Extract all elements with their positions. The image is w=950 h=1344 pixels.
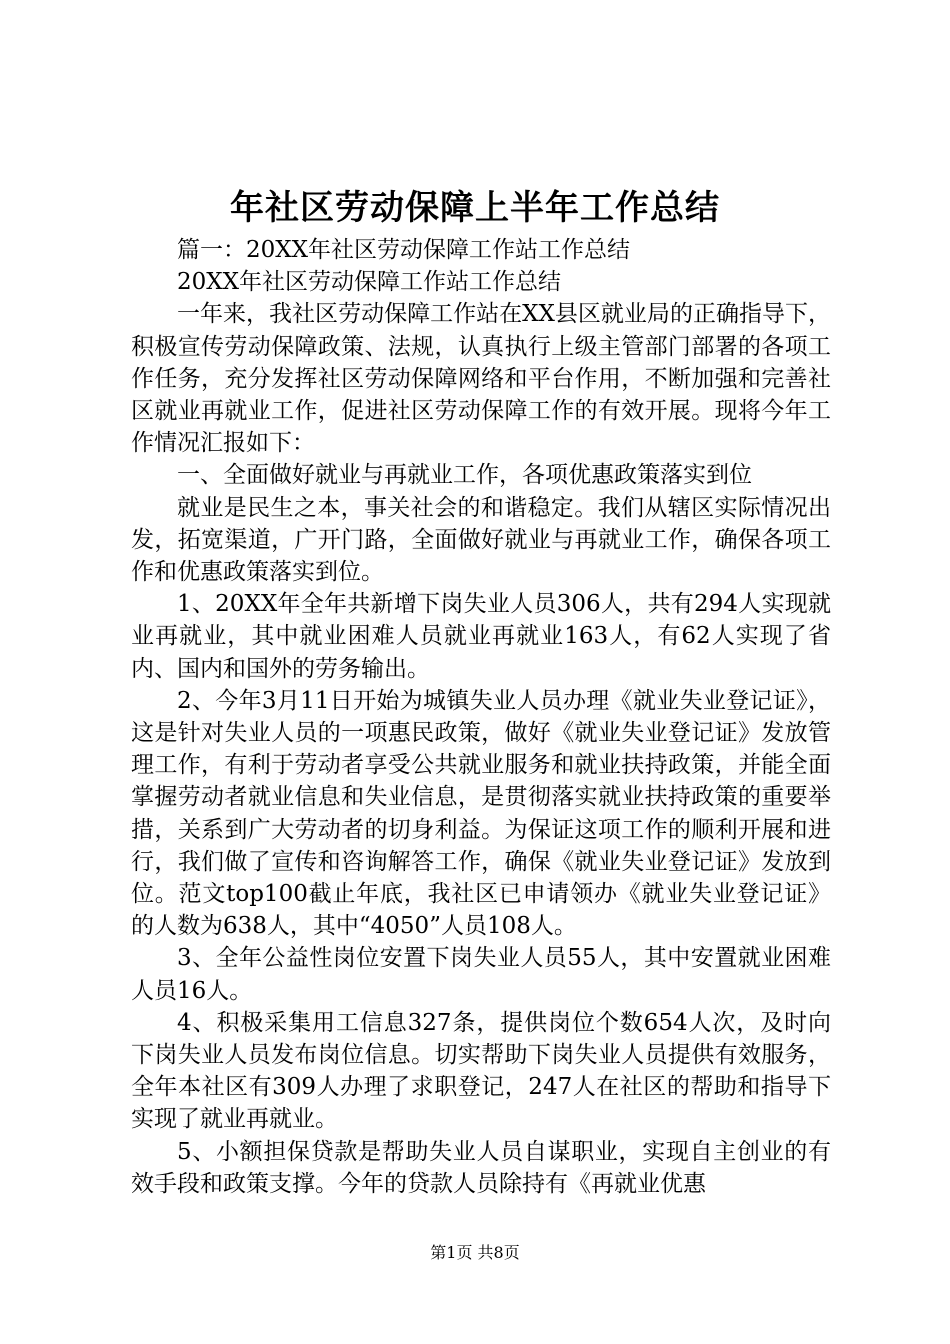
paragraph-item-2: 2、今年3月11日开始为城镇失业人员办理《就业失业登记证》，这是针对失业人员的一项惠民政策，做好《就业失业登记证》发放管理工作，有利于劳动者享受公共就业服务和就业扶持政策，并能全面掌握劳动者就业信息和失业信息，是贯彻落实就业扶持政策的重要举措，关系到广大劳动者的切身利益。为保证这项工作的顺利开展和进行，我们做了宣传和咨询解答工作，确保《就业失业登记证》发放到位。范文top100截止年底，我社区已申请领办《就业失业登记证》的人数为638人，其中“4050”人员108人。 bbox=[131, 687, 831, 940]
paragraph-section-heading: 一、全面做好就业与再就业工作，各项优惠政策落实到位 bbox=[177, 462, 752, 489]
page-footer: 第1页 共8页 bbox=[430, 1243, 520, 1262]
document-title: 年社区劳动保障上半年工作总结 bbox=[230, 188, 720, 228]
paragraph-item-5: 5、小额担保贷款是帮助失业人员自谋职业，实现自主创业的有效手段和政策支撑。今年的贷款人员除持有《再就业优惠 bbox=[131, 1138, 831, 1197]
paragraph-heading-2: 20XX年社区劳动保障工作站工作总结 bbox=[177, 269, 562, 296]
paragraph-item-1: 1、20XX年全年共新增下岗失业人员306人，共有294人实现就业再就业，其中就业困难人员就业再就业163人，有62人实现了省内、国内和国外的劳务输出。 bbox=[131, 591, 831, 682]
paragraph-item-3: 3、全年公益性岗位安置下岗失业人员55人，其中安置就业困难人员16人。 bbox=[131, 945, 831, 1004]
paragraph-heading-1: 篇一：20XX年社区劳动保障工作站工作总结 bbox=[177, 237, 631, 263]
paragraph-intro: 一年来，我社区劳动保障工作站在XX县区就业局的正确指导下，积极宣传劳动保障政策、法规，认真执行上级主管部门部署的各项工作任务，充分发挥社区劳动保障网络和平台作用，不断加强和完善社区就业再就业工作，促进社区劳动保障工作的有效开展。现将今年工作情况汇报如下： bbox=[131, 301, 831, 457]
paragraph-item-4: 4、积极采集用工信息327条，提供岗位个数654人次，及时向下岗失业人员发布岗位信息。切实帮助下岗失业人员提供有效服务，全年本社区有309人办理了求职登记，247人在社区的帮助和指导下实现了就业再就业。 bbox=[131, 1009, 831, 1133]
document-body bbox=[131, 234, 831, 1200]
paragraph-section-intro: 就业是民生之本，事关社会的和谐稳定。我们从辖区实际情况出发，拓宽渠道，广开门路，全面做好就业与再就业工作，确保各项工作和优惠政策落实到位。 bbox=[131, 494, 831, 586]
